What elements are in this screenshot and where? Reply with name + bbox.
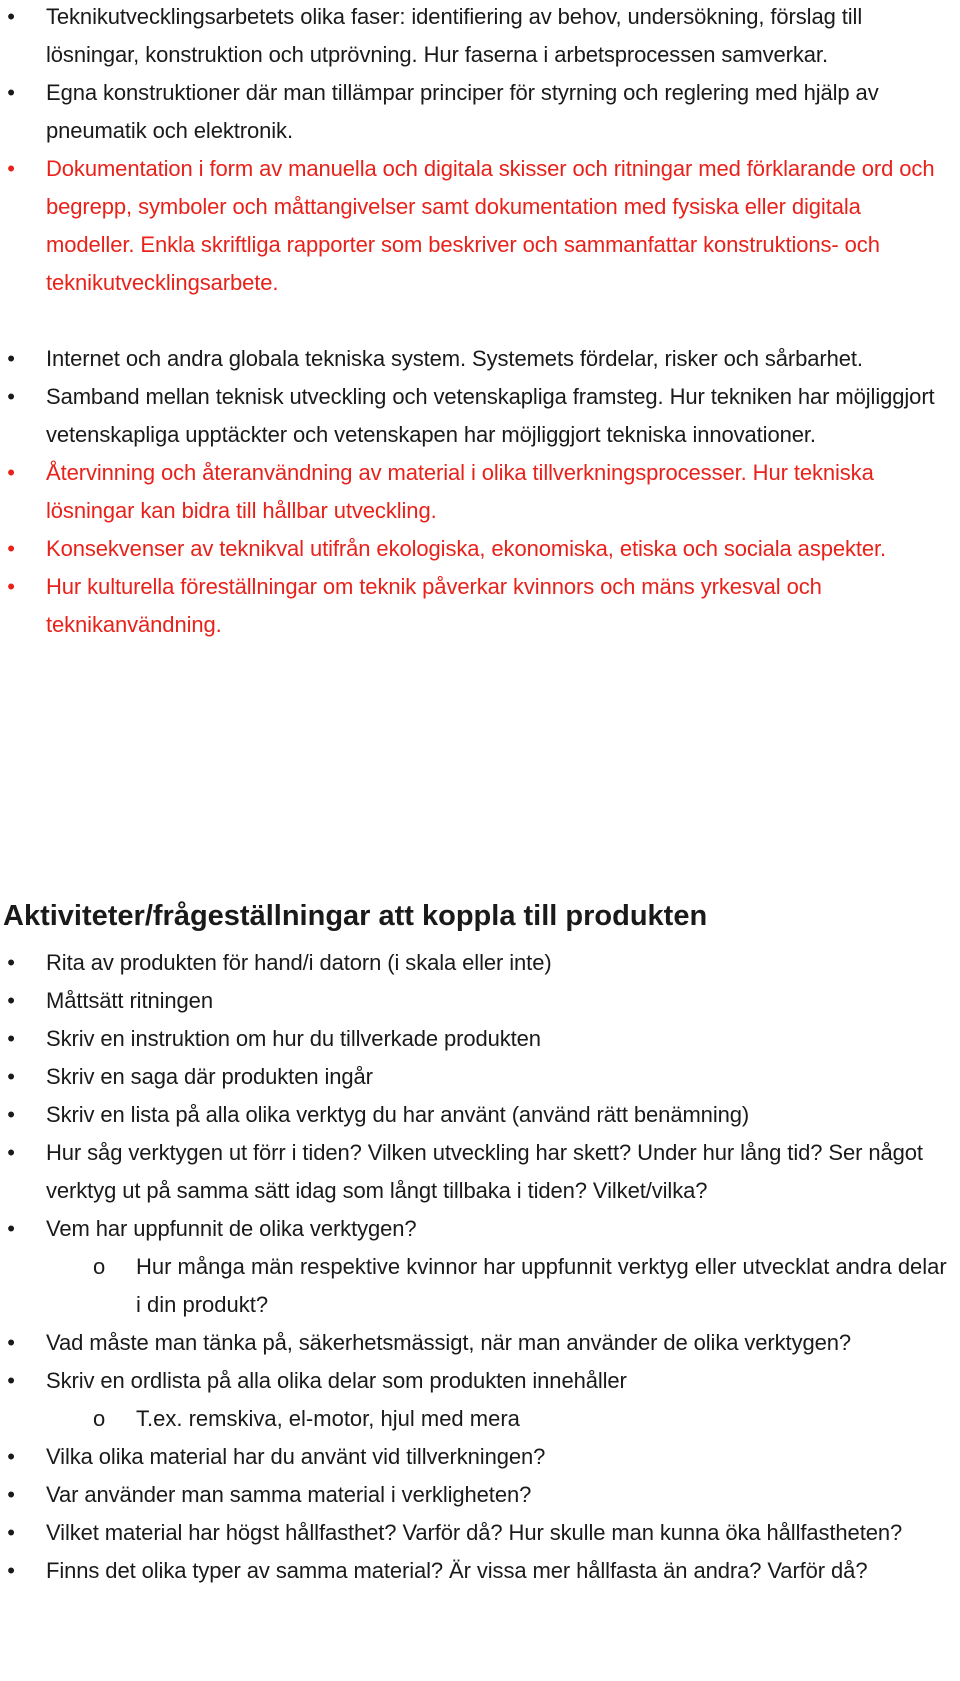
bullet-icon: • (7, 460, 15, 485)
list-item-text: Skriv en ordlista på alla olika delar som produkten innehåller (46, 1368, 627, 1393)
list-item-text: Vilka olika material har du använt vid tillverkningen? (46, 1444, 546, 1469)
list-item-text: Hur kulturella föreställningar om teknik påverkar kvinnors och mäns yrkesval och teknikanvändning. (46, 574, 822, 637)
list-item (0, 1096, 956, 1134)
list-item-text: Skriv en lista på alla olika verktyg du har använt (använd rätt benämning) (46, 1102, 750, 1127)
list-item (0, 1210, 956, 1248)
list-item (0, 1514, 956, 1552)
list-item (0, 1552, 956, 1590)
list-item-text: Skriv en saga där produkten ingår (46, 1064, 373, 1089)
list-item-text: Teknikutvecklingsarbetets olika faser: identifiering av behov, undersökning, förslag till lösningar, konstruktion och utprövning. Hur faserna i arbetsprocessen samverkar. (46, 4, 863, 67)
bullet-icon: • (7, 950, 15, 975)
bullet-icon: • (7, 1216, 15, 1241)
bullet-icon: • (7, 574, 15, 599)
sub-list-item (0, 1248, 956, 1324)
bullet-icon: • (7, 156, 15, 181)
bullet-icon: • (7, 988, 15, 1013)
list-item-text: Internet och andra globala tekniska system. Systemets fördelar, risker och sårbarhet. (46, 346, 863, 371)
list-item-text: Vilket material har högst hållfasthet? Varför då? Hur skulle man kunna öka hållfastheten? (46, 1520, 903, 1545)
list-item-text: Var använder man samma material i verkligheten? (46, 1482, 532, 1507)
bullet-icon: • (7, 1558, 15, 1583)
bullet-icon: • (7, 1140, 15, 1165)
list-item (0, 378, 956, 454)
bullet-icon: • (7, 1520, 15, 1545)
list-item (0, 74, 956, 150)
bullet-icon: • (7, 536, 15, 561)
bullet-icon: • (7, 1330, 15, 1355)
list-item (0, 454, 956, 530)
bullet-icon: • (7, 384, 15, 409)
list-item-text: Vad måste man tänka på, säkerhetsmässigt, när man använder de olika verktygen? (46, 1330, 852, 1355)
bullet-icon: • (7, 1482, 15, 1507)
bullet-icon: • (7, 4, 15, 29)
circle-bullet-icon: o (93, 1406, 106, 1431)
list-item-text: Dokumentation i form av manuella och digitala skisser och ritningar med förklarande ord och begrepp, symboler och måttangivelser samt dokumentation med fysiska eller digitala modeller. Enkla skriftliga rapporter som beskriver och sammanfattar konstruktions- och teknikutvecklingsarbete. (46, 156, 935, 295)
sub-list-item-text: Hur många män respektive kvinnor har uppfunnit verktyg eller utvecklat andra delar i din produkt? (136, 1254, 947, 1317)
list-item-text: Konsekvenser av teknikval utifrån ekologiska, ekonomiska, etiska och sociala aspekter. (46, 536, 887, 561)
blank-line (0, 302, 956, 340)
list-item (0, 0, 956, 74)
list-item-text: Återvinning och återanvändning av material i olika tillverkningsprocesser. Hur tekniska lösningar kan bidra till hållbar utveckling. (46, 460, 874, 523)
bullet-icon: • (7, 346, 15, 371)
list-item (0, 944, 956, 982)
list-item (0, 568, 956, 644)
circle-bullet-icon: o (93, 1254, 106, 1279)
list-item-text: Hur såg verktygen ut förr i tiden? Vilken utveckling har skett? Under hur lång tid? Ser något verktyg ut på samma sätt idag som långt tillbaka i tiden? Vilket/vilka? (46, 1140, 923, 1203)
list-item (0, 1324, 956, 1362)
list-item (0, 340, 956, 378)
list-item-text: Samband mellan teknisk utveckling och vetenskapliga framsteg. Hur tekniken har möjliggjort vetenskapliga upptäckter och vetenskapen har möjliggjort tekniska innovationer. (46, 384, 935, 447)
list-item-text: Rita av produkten för hand/i datorn (i skala eller inte) (46, 950, 552, 975)
section-heading: Aktiviteter/frågeställningar att koppla till produkten (3, 900, 708, 933)
list-item (0, 1476, 956, 1514)
bullet-icon: • (7, 80, 15, 105)
bullet-icon: • (7, 1102, 15, 1127)
bullet-icon: • (7, 1026, 15, 1051)
sub-list-item-text: T.ex. remskiva, el-motor, hjul med mera (136, 1406, 520, 1431)
list-item (0, 982, 956, 1020)
list-item (0, 1058, 956, 1096)
list-item-text: Finns det olika typer av samma material? Är vissa mer hållfasta än andra? Varför då? (46, 1558, 868, 1583)
list-item (0, 1134, 956, 1210)
list-item-text: Skriv en instruktion om hur du tillverkade produkten (46, 1026, 541, 1051)
bullet-icon: • (7, 1064, 15, 1089)
list-item (0, 1020, 956, 1058)
list-item (0, 1438, 956, 1476)
list-item-text: Måttsätt ritningen (46, 988, 213, 1013)
list-item (0, 150, 956, 302)
content-list (0, 0, 956, 644)
bullet-icon: • (7, 1368, 15, 1393)
list-item (0, 1362, 956, 1400)
activities-list (0, 944, 956, 1590)
list-item-text: Vem har uppfunnit de olika verktygen? (46, 1216, 417, 1241)
list-item-text: Egna konstruktioner där man tillämpar principer för styrning och reglering med hjälp av pneumatik och elektronik. (46, 80, 879, 143)
list-item (0, 530, 956, 568)
sub-list-item (0, 1400, 956, 1438)
bullet-icon: • (7, 1444, 15, 1469)
